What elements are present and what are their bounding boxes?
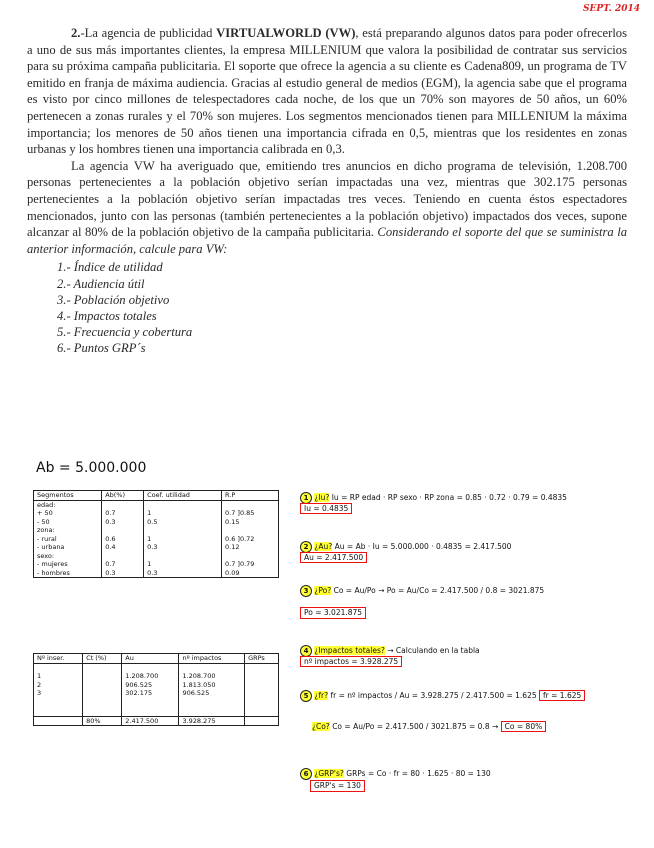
- formula: → Calculando en la tabla: [387, 646, 480, 655]
- table-cell: [102, 500, 144, 578]
- cell: 0.09: [225, 568, 240, 577]
- formula: Iu = RP edad · RP sexo · RP zona = 0.85 · 0.72 · 0.79 = 0.4835: [331, 493, 567, 502]
- result-box: Au = 2.417.500: [300, 552, 367, 563]
- table-header: R.P: [222, 491, 279, 501]
- cell: 906.525: [125, 680, 153, 689]
- formula: Co = Au/Po → Po = Au/Co = 2.417.500 / 0.8 = 3021.875: [333, 586, 545, 595]
- result-box: GRP's = 130: [310, 780, 365, 792]
- answer-2: [300, 541, 511, 563]
- cell: 1.813.050: [182, 680, 216, 689]
- answer-4: [300, 645, 480, 667]
- impacts-table: [33, 653, 279, 726]
- list-item: 6.- Puntos GRP´s: [57, 341, 146, 356]
- table-header: Au: [122, 654, 179, 664]
- cell: 0.7: [225, 560, 236, 568]
- table-header: Ct (%): [83, 654, 122, 664]
- total-audience-note: Ab = 5.000.000: [36, 460, 147, 476]
- question-label: ¿Co?: [312, 722, 330, 731]
- cell: - rural: [37, 534, 57, 543]
- cell: zona:: [37, 526, 55, 534]
- cell: sexo:: [37, 551, 55, 560]
- question-label: ¿fr?: [314, 691, 329, 700]
- cell: 0.3: [105, 517, 116, 526]
- answer-5b: [312, 722, 546, 732]
- paragraph-2: [27, 158, 627, 258]
- cell: 0.12: [225, 543, 240, 551]
- cell: 1: [147, 509, 152, 517]
- cell: 0.7: [225, 509, 236, 517]
- list-item: 1.- Índice de utilidad: [57, 260, 163, 275]
- table-cell: [122, 663, 179, 716]
- table-row: [34, 500, 279, 578]
- table-header: Coef. utilidad: [144, 491, 222, 501]
- table-total-row: [34, 716, 279, 726]
- list-item: 5.- Frecuencia y cobertura: [57, 325, 193, 340]
- question-label: ¿Au?: [314, 542, 333, 551]
- table-header: Ab(%): [102, 491, 144, 501]
- table-header: GRPs: [245, 654, 279, 664]
- paragraph-1: [27, 25, 627, 158]
- result-box: fr = 1.625: [539, 690, 585, 701]
- table-cell: [245, 663, 279, 716]
- cell: 1: [37, 672, 42, 680]
- cell: - mujeres: [37, 560, 68, 568]
- cell: 302.175: [125, 689, 153, 697]
- p2-text-b: Considerando el soporte del que se suministra la anterior información, calcule para VW:: [27, 225, 627, 256]
- circle-number: 1: [300, 492, 312, 504]
- cell: 0.6: [225, 534, 236, 543]
- cell: 2: [37, 680, 42, 689]
- problem-number: 2.: [71, 26, 81, 40]
- segments-table: [33, 490, 279, 578]
- cell: 3: [37, 689, 42, 697]
- date-stamp: SEPT. 2014: [583, 4, 640, 14]
- cell: 0.3: [147, 543, 158, 551]
- question-label: ¿Impactos totales?: [314, 646, 385, 655]
- cell: 0.3: [105, 568, 116, 577]
- p1-text-a: -La agencia de publicidad: [80, 26, 217, 40]
- result-box: Po = 3.021.875: [300, 607, 366, 619]
- result-box: Co = 80%: [501, 721, 547, 732]
- formula: Co = Au/Po = 2.417.500 / 3021.875 = 0.8 →: [332, 722, 499, 731]
- table-header-row: [34, 491, 279, 501]
- table-cell: [83, 663, 122, 716]
- bracket-sum: 0.79: [239, 560, 255, 568]
- answer-6: [300, 768, 491, 792]
- table-cell: [34, 663, 83, 716]
- table-cell: [34, 500, 102, 578]
- table-cell: 3.928.275: [179, 716, 245, 726]
- cell: 1: [147, 534, 152, 543]
- cell: - hombres: [37, 568, 70, 577]
- cell: + 50: [37, 509, 53, 517]
- cell: 1.208.700: [125, 672, 159, 680]
- table-header: Segmentos: [34, 491, 102, 501]
- table-header: Nº inser.: [34, 654, 83, 664]
- formula: Au = Ab · Iu = 5.000.000 · 0.4835 = 2.417.500: [334, 542, 512, 551]
- result-box: nº impactos = 3.928.275: [300, 656, 402, 667]
- cell: 1: [147, 560, 152, 568]
- answer-1: [300, 492, 567, 514]
- cell: 0.4: [105, 543, 116, 551]
- table-header: nº impactos: [179, 654, 245, 664]
- circle-number: 6: [300, 768, 312, 780]
- bracket-sum: 0.85: [239, 509, 255, 517]
- circle-number: 5: [300, 690, 312, 702]
- company-name: VIRTUALWORLD (VW): [216, 26, 356, 40]
- question-label: ¿GRP's?: [314, 769, 344, 778]
- table-cell: 2.417.500: [122, 716, 179, 726]
- problem-statement: [27, 25, 627, 357]
- p1-text-b: , está preparando algunos datos para poder ofrecerlos a uno de sus más importantes clientes, la empresa MILLENIUM que valora la posibilidad de contratar sus servicios para su próxima campaña publicitaria. El soporte que ofrece la agencia a su cliente es Cadena809, un programa de TV emitido en franja de máxima audiencia. Gracias al estudio general de medios (EGM), la agencia sabe que el programa es visto por cinco millones de telespectadores cada noche, de los que un 70% son mayores de 50 años, un 60% pertenecen a zonas rurales y el 70% son mujeres. Los segmentos mencionados tienen para MILLENIUM la máxima importancia; los menores de 50 años tienen una importancia cifrada en 0,5, mientras que los residentes en zonas urbanas y los hombres tienen una importancia calibrada en 0,3.: [27, 26, 628, 157]
- cell: 0.7: [105, 509, 116, 517]
- answer-3: [300, 585, 544, 619]
- table-cell: 80%: [83, 716, 122, 726]
- cell: 0.6: [105, 534, 116, 543]
- cell: 0.5: [147, 517, 158, 526]
- table-cell: 0.7 ]0.85 0.15 0.6 ]0.72 0.12 0.7 ]0.79 0.09: [222, 500, 279, 578]
- list-item: 3.- Población objetivo: [57, 292, 170, 307]
- table-cell: [144, 500, 222, 578]
- question-label: ¿Iu?: [314, 493, 330, 502]
- cell: 906.525: [182, 689, 210, 697]
- table-cell: [179, 663, 245, 716]
- table-cell: [34, 716, 83, 726]
- list-item: 4.- Impactos totales: [57, 308, 157, 323]
- table-header-row: [34, 654, 279, 664]
- cell: 0.3: [147, 568, 158, 577]
- table-row: [34, 663, 279, 716]
- bracket-sum: 0.72: [239, 534, 255, 543]
- formula: GRPs = Co · fr = 80 · 1.625 · 80 = 130: [346, 769, 491, 778]
- cell: 1.208.700: [182, 672, 216, 680]
- question-label: ¿Po?: [314, 586, 332, 595]
- cell: 0.7: [105, 560, 116, 568]
- list-item: 2.- Audiencia útil: [57, 276, 145, 291]
- cell: edad:: [37, 500, 56, 509]
- circle-number: 4: [300, 645, 312, 657]
- p2-text-a: La agencia VW ha averiguado que, emitiendo tres anuncios en dicho programa de televisión, 1.208.700 personas pertenecientes a la población objetivo serían impactadas una vez, mientras que 302.175 personas pertenecientes a la población objetivo serían impactadas tres veces. Teniendo en cuenta éstos espectadores mencionados, junto con las personas (también pertenecientes a la población objetivo) impactados dos veces, supone alcanzar al 80% de la población objetivo de la campaña publicitaria.: [27, 158, 627, 240]
- table-cell: [245, 716, 279, 726]
- question-list: [27, 259, 627, 356]
- result-box: Iu = 0.4835: [300, 503, 352, 514]
- cell: - 50: [37, 517, 50, 526]
- circle-number: 2: [300, 541, 312, 553]
- circle-number: 3: [300, 585, 312, 597]
- cell: 0.15: [225, 517, 240, 526]
- answer-5: [300, 690, 585, 702]
- formula: fr = nº impactos / Au = 3.928.275 / 2.417.500 = 1.625: [330, 691, 537, 700]
- cell: - urbana: [37, 543, 65, 551]
